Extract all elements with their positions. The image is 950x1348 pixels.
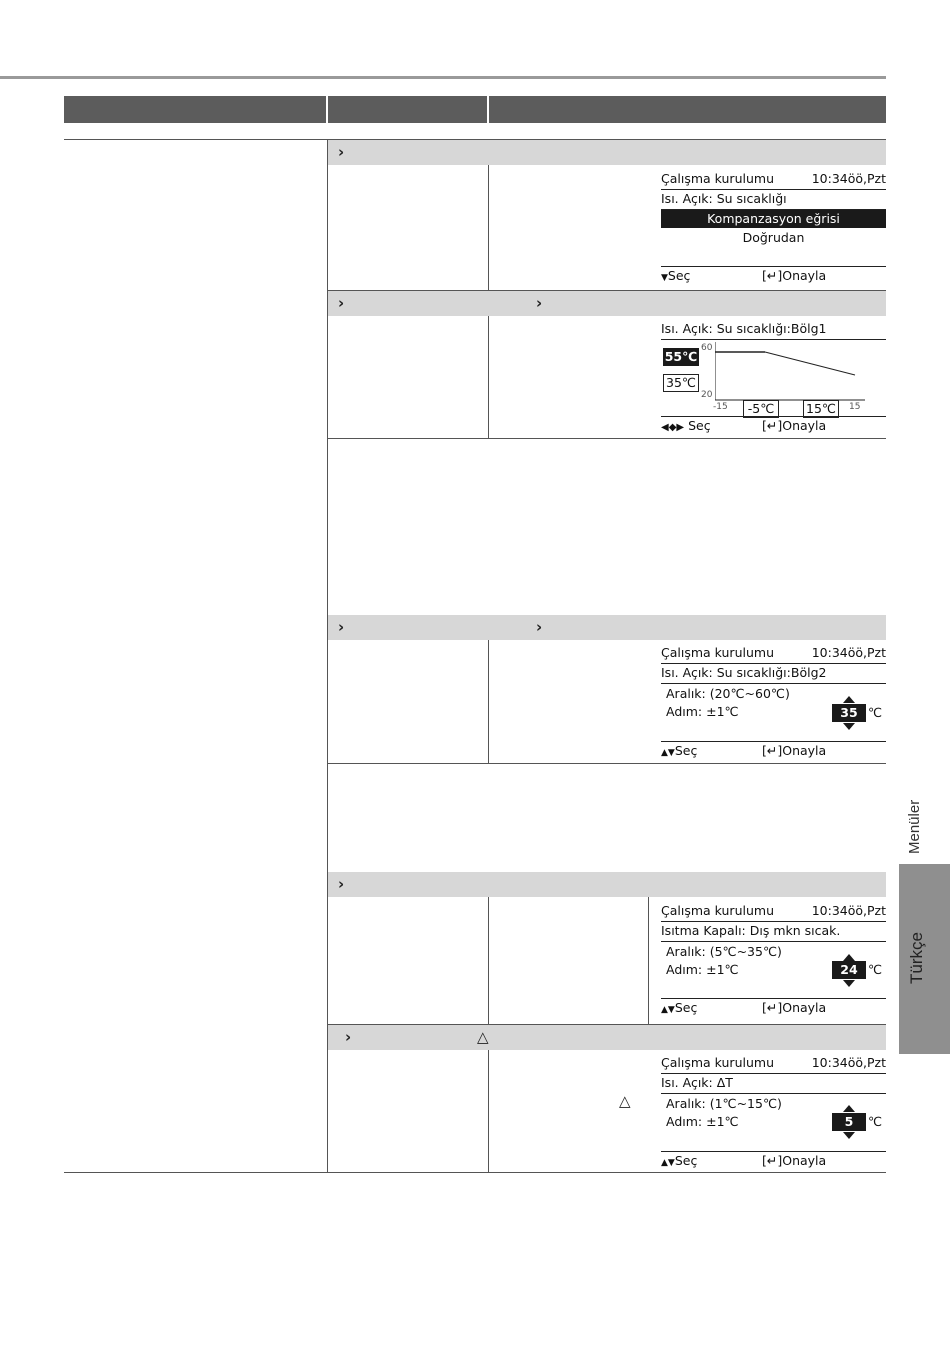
col-divider-2 (488, 316, 489, 438)
lcd-time: 10:34öö,Pzt (811, 903, 886, 918)
increase-arrow-icon[interactable] (843, 954, 855, 961)
lcd-subtitle: Isı. Açık: ΔT (661, 1075, 733, 1090)
lcd-footer (661, 267, 886, 285)
delta-triangle-icon: △ (477, 1028, 489, 1046)
decrease-arrow-icon[interactable] (843, 1132, 855, 1139)
unit-label: ℃ (868, 705, 883, 720)
curve-temp-high[interactable]: 55℃ (664, 349, 698, 364)
lcd-subtitle: Isı. Açık: Su sıcaklığı (661, 191, 787, 206)
decrease-arrow-icon[interactable] (843, 980, 855, 987)
lcd-title: Çalışma kurulumu (661, 903, 774, 918)
range-label: Aralık: (20℃~60℃) (666, 686, 790, 701)
lcd-screen-5 (661, 1054, 886, 1172)
side-tab-language-label: Türkçe (907, 932, 926, 984)
lcd-footer (661, 999, 886, 1017)
y-tick-top: 60 (701, 343, 713, 353)
step-label: Adım: ±1℃ (666, 962, 739, 977)
enter-key-icon: [↵] (762, 268, 783, 283)
lcd-screen-2 (661, 320, 886, 438)
lcd-title-row (661, 902, 886, 920)
value-display[interactable]: 5 (832, 1113, 866, 1131)
lcd-title: Çalışma kurulumu (661, 1055, 774, 1070)
footer-confirm: Onayla (782, 1000, 827, 1015)
table-bottom-rule (64, 1172, 886, 1173)
down-arrow-icon: ▼ (661, 273, 668, 283)
chevron-icon: › (338, 875, 345, 893)
footer-confirm: Onayla (782, 268, 827, 283)
chevron-icon: › (536, 294, 543, 312)
enter-key-icon: [↵] (762, 1000, 783, 1015)
lcd-title: Çalışma kurulumu (661, 645, 774, 660)
col-divider-2 (488, 1050, 489, 1172)
side-tab-menus[interactable] (899, 790, 950, 860)
table-header-col-3 (489, 96, 886, 123)
footer-confirm: Onayla (782, 1153, 827, 1168)
row-rule (328, 438, 886, 439)
chevron-icon: › (338, 294, 345, 312)
lcd-subtitle: Isı. Açık: Su sıcaklığı:Bölg1 (661, 321, 827, 336)
up-down-arrows-icon: ▲▼ (661, 1158, 675, 1168)
compensation-curve-graph (715, 342, 865, 404)
lcd-screen-3 (661, 644, 886, 762)
lcd-separator (661, 683, 886, 684)
chevron-icon: › (536, 618, 543, 636)
lcd-title-row (661, 1054, 886, 1072)
x-tick-right: 15 (849, 402, 861, 412)
y-tick-bottom: 20 (701, 390, 713, 400)
curve-outdoor-low[interactable]: -5℃ (743, 400, 779, 418)
enter-key-icon: [↵] (762, 1153, 783, 1168)
decrease-arrow-icon[interactable] (843, 723, 855, 730)
section-band-5 (328, 1025, 886, 1050)
table-header-col-1 (64, 96, 326, 123)
increase-arrow-icon[interactable] (843, 1105, 855, 1112)
side-tab-language[interactable] (899, 864, 950, 1054)
section-band-3 (328, 615, 886, 640)
lcd-time: 10:34öö,Pzt (811, 1055, 886, 1070)
footer-select: Seç (674, 1153, 698, 1168)
lcd-time: 10:34öö,Pzt (811, 645, 886, 660)
lcd-screen-1 (661, 170, 886, 288)
step-label: Adım: ±1℃ (666, 704, 739, 719)
unit-label: ℃ (868, 962, 883, 977)
curve-temp-low[interactable]: 35℃ (663, 374, 699, 392)
footer-select: Seç (674, 743, 698, 758)
enter-key-icon: [↵] (762, 418, 783, 433)
lcd-subtitle: Isı. Açık: Su sıcaklığı:Bölg2 (661, 665, 827, 680)
lcd-separator (661, 941, 886, 942)
up-down-arrows-icon: ▲▼ (661, 1005, 675, 1015)
lcd-footer (661, 742, 886, 760)
footer-select: Seç (667, 268, 691, 283)
value-display[interactable]: 35 (832, 704, 866, 722)
footer-select: Seç (674, 1000, 698, 1015)
option-direct[interactable]: Doğrudan (742, 230, 805, 245)
enter-key-icon: [↵] (762, 743, 783, 758)
delta-triangle-icon: △ (619, 1092, 631, 1110)
chevron-icon: › (338, 143, 345, 161)
side-tab-menus-label: Menüler (906, 799, 923, 854)
section-band-1 (328, 140, 886, 165)
lcd-footer (661, 1152, 886, 1170)
footer-confirm: Onayla (782, 418, 827, 433)
lcd-title-row (661, 170, 886, 188)
step-label: Adım: ±1℃ (666, 1114, 739, 1129)
range-label: Aralık: (1℃~15℃) (666, 1096, 782, 1111)
curve-outdoor-high[interactable]: 15℃ (803, 400, 839, 418)
lcd-subtitle: Isıtma Kapalı: Dış mkn sıcak. (661, 923, 841, 938)
col-divider-2 (488, 165, 489, 291)
unit-label: ℃ (868, 1114, 883, 1129)
lcd-title-row (661, 644, 886, 662)
chevron-icon: › (338, 618, 345, 636)
increase-arrow-icon[interactable] (843, 696, 855, 703)
lcd-screen-4 (661, 902, 886, 1020)
section-band-2 (328, 291, 886, 316)
up-down-arrows-icon: ▲▼ (661, 748, 675, 758)
lcd-title: Çalışma kurulumu (661, 171, 774, 186)
col-divider-2 (488, 640, 489, 763)
lcd-separator (661, 339, 886, 340)
option-compensation-curve[interactable]: Kompanzasyon eğrisi (661, 210, 886, 228)
four-way-arrows-icon: ◀◆▶ (661, 422, 685, 433)
col-divider-3 (648, 897, 649, 1025)
footer-confirm: Onayla (782, 743, 827, 758)
lcd-time: 10:34öö,Pzt (811, 171, 886, 186)
col-divider-2 (488, 897, 489, 1025)
chevron-icon: › (345, 1028, 352, 1046)
range-label: Aralık: (5℃~35℃) (666, 944, 782, 959)
value-display[interactable]: 24 (832, 961, 866, 979)
top-rule (0, 76, 886, 79)
lcd-separator (661, 1093, 886, 1094)
lcd-footer (661, 417, 886, 435)
x-tick-left: -15 (713, 402, 728, 412)
table-header-col-2 (328, 96, 487, 123)
section-band-4 (328, 872, 886, 897)
footer-select: Seç (688, 418, 711, 433)
row-rule (328, 763, 886, 764)
